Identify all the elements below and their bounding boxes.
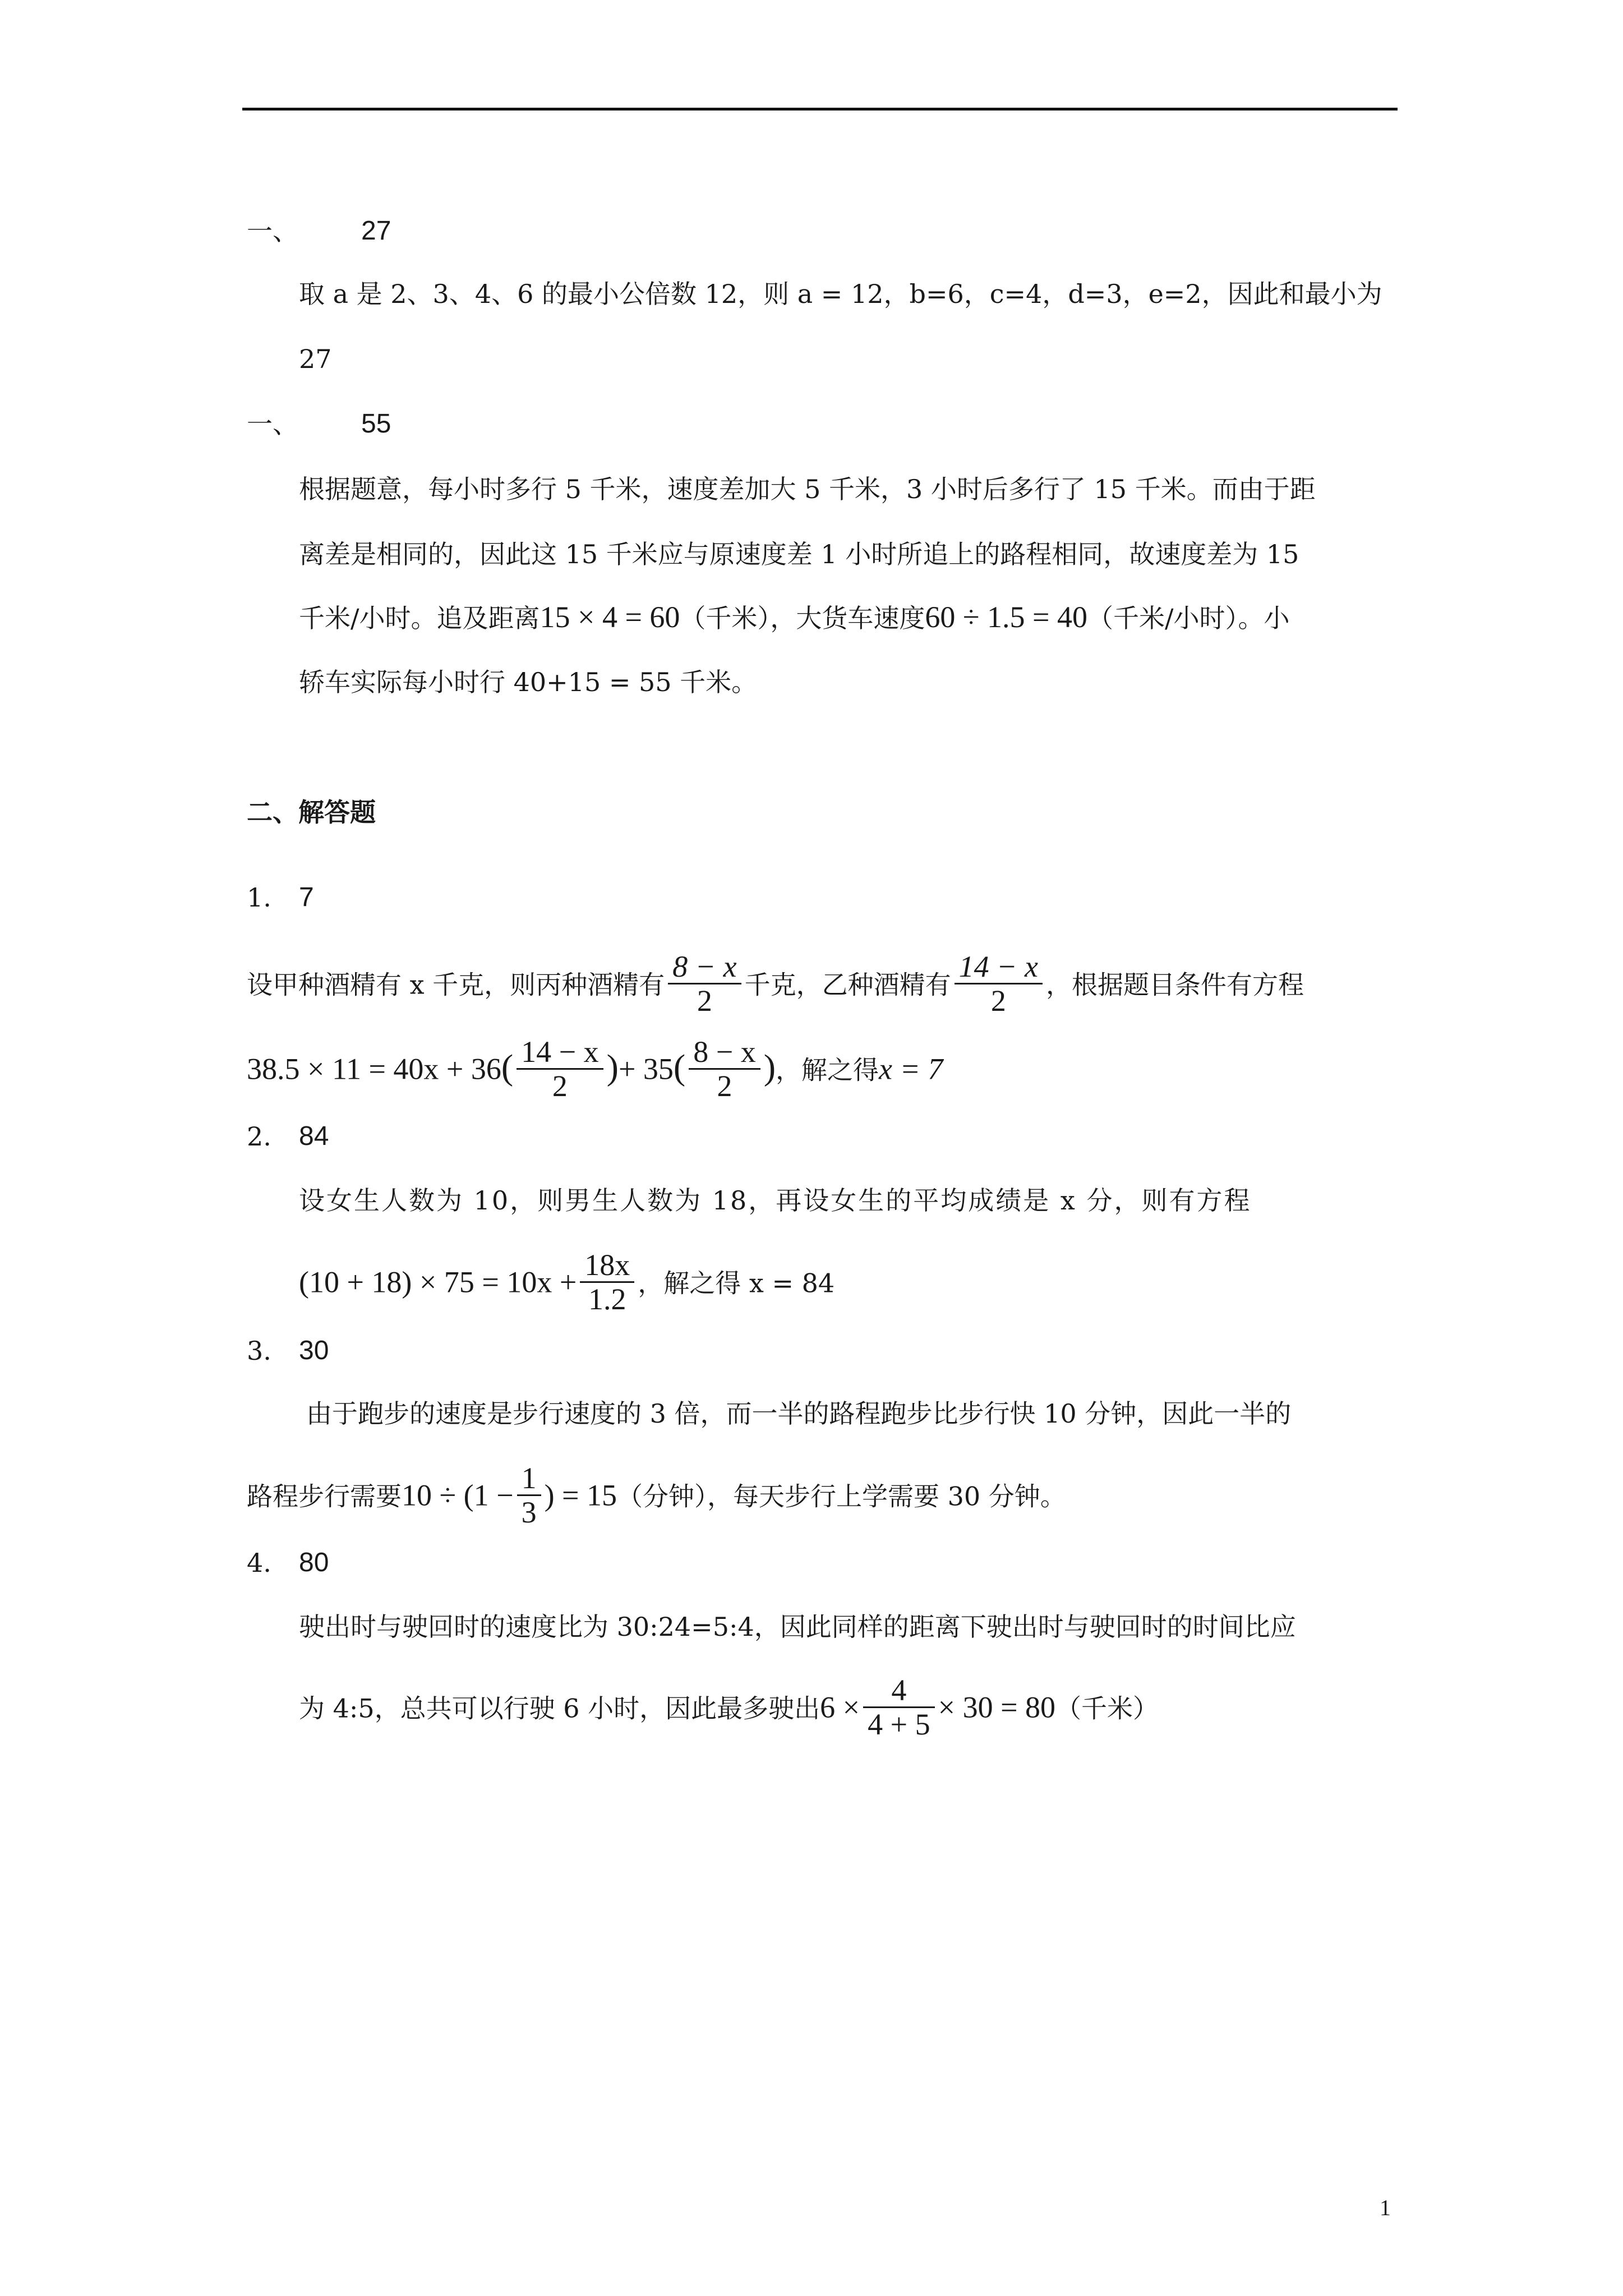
explanation-line-with-math bbox=[299, 600, 1290, 635]
text-run: （千米/小时）。小 bbox=[1087, 603, 1290, 633]
question-number: 4. bbox=[247, 1548, 271, 1578]
text-run: 路程步行需要 bbox=[247, 1481, 402, 1512]
explanation-line: 轿车实际每小时行 40+15 = 55 千米。 bbox=[299, 667, 758, 697]
section-title: 二、解答题 bbox=[247, 797, 376, 827]
text-run: （分钟），每天步行上学需要 30 分钟。 bbox=[617, 1481, 1066, 1512]
question-answer: 7 bbox=[299, 882, 314, 912]
text-run: 千克，乙种酒精有 bbox=[744, 969, 951, 1000]
fraction-numerator: 14 − x bbox=[955, 950, 1043, 984]
text-run: 为 4:5，总共可以行驶 6 小时，因此最多驶出 bbox=[299, 1693, 820, 1724]
fraction bbox=[955, 950, 1043, 1017]
paren-right: ) bbox=[606, 1047, 619, 1087]
text-run: 千米/小时。追及距离 bbox=[299, 603, 540, 633]
equation-line bbox=[299, 1248, 835, 1319]
solution-line bbox=[247, 950, 1304, 1020]
fraction-denominator: 2 bbox=[552, 1069, 568, 1103]
question-number: 3. bbox=[247, 1336, 271, 1366]
text-run: ，解之得 bbox=[776, 1055, 879, 1085]
question-number: 2. bbox=[247, 1121, 271, 1152]
paren-left: ( bbox=[673, 1047, 686, 1087]
math-expression: 60 ÷ 1.5 = 40 bbox=[925, 600, 1088, 634]
text-run: （千米），大货车速度 bbox=[680, 603, 925, 633]
fraction-denominator: 2 bbox=[717, 1069, 732, 1103]
equation-line bbox=[299, 1673, 1159, 1744]
fraction-numerator: 4 bbox=[863, 1674, 934, 1708]
fraction-numerator: 1 bbox=[517, 1462, 541, 1496]
item-marker: 一、 bbox=[247, 216, 298, 246]
question-answer: 30 bbox=[299, 1336, 329, 1365]
equation-line bbox=[247, 1035, 943, 1106]
explanation-line: 离差是相同的，因此这 15 千米应与原速度差 1 小时所追上的路程相同，故速度差为 15 bbox=[299, 539, 1299, 569]
math-expression: 38.5 × 11 = 40x + 36 bbox=[247, 1052, 501, 1086]
fraction bbox=[863, 1674, 934, 1741]
fraction-numerator: 8 − x bbox=[668, 950, 741, 984]
text-run: 设甲种酒精有 x 千克，则丙种酒精有 bbox=[247, 969, 665, 1000]
solution-line: 驶出时与驶回时的速度比为 30:24=5:4，因此同样的距离下驶出时与驶回时的时间比应 bbox=[299, 1612, 1296, 1642]
math-expression: 10 ÷ (1 − bbox=[402, 1478, 514, 1512]
explanation-line: 根据题意，每小时多行 5 千米，速度差加大 5 千米，3 小时后多行了 15 千米。而由于距 bbox=[299, 474, 1316, 504]
math-expression: ) = 15 bbox=[544, 1478, 617, 1512]
fraction-numerator: 18x bbox=[580, 1249, 634, 1283]
fraction bbox=[517, 1462, 541, 1529]
paren-right: ) bbox=[763, 1047, 776, 1087]
math-expression: + 35 bbox=[618, 1052, 674, 1086]
math-expression: × 30 = 80 bbox=[938, 1690, 1056, 1724]
math-expression: x = 7 bbox=[879, 1052, 943, 1086]
text-run: （千米） bbox=[1055, 1693, 1159, 1724]
paren-left: ( bbox=[501, 1047, 514, 1087]
solution-line: 设女生人数为 10，则男生人数为 18，再设女生的平均成绩是 x 分，则有方程 bbox=[299, 1185, 1252, 1216]
fraction bbox=[689, 1036, 760, 1102]
fraction bbox=[580, 1249, 634, 1315]
solution-line: 由于跑步的速度是步行速度的 3 倍，而一半的路程跑步比步行快 10 分钟，因此一半的 bbox=[306, 1398, 1292, 1429]
fraction-denominator: 1.2 bbox=[588, 1282, 626, 1316]
fraction-numerator: 8 − x bbox=[689, 1036, 760, 1070]
text-run: ，根据题目条件有方程 bbox=[1046, 969, 1304, 1000]
fraction-numerator: 14 − x bbox=[517, 1036, 603, 1070]
math-expression: 6 × bbox=[820, 1690, 860, 1724]
item-answer: 55 bbox=[361, 409, 391, 439]
fraction-denominator: 2 bbox=[697, 984, 712, 1018]
item-answer: 27 bbox=[361, 216, 391, 246]
item-marker: 一、 bbox=[247, 409, 298, 439]
text-run: ，解之得 x = 84 bbox=[638, 1268, 835, 1299]
question-answer: 80 bbox=[299, 1548, 329, 1577]
explanation-line: 取 a 是 2、3、4、6 的最小公倍数 12，则 a = 12，b=6，c=4，d=3，e=2，因此和最小为 bbox=[299, 279, 1382, 309]
page-number: 1 bbox=[1380, 2195, 1391, 2220]
question-answer: 84 bbox=[299, 1121, 329, 1151]
fraction bbox=[668, 950, 741, 1017]
explanation-line: 27 bbox=[299, 344, 332, 374]
question-number: 1. bbox=[247, 882, 271, 913]
math-expression: 15 × 4 = 60 bbox=[540, 600, 680, 634]
fraction-denominator: 2 bbox=[990, 984, 1006, 1018]
fraction bbox=[517, 1036, 603, 1102]
fraction-denominator: 3 bbox=[521, 1496, 537, 1529]
fraction-denominator: 4 + 5 bbox=[868, 1708, 930, 1741]
math-expression: (10 + 18) × 75 = 10x + bbox=[299, 1265, 577, 1299]
header-rule bbox=[242, 108, 1398, 111]
equation-line bbox=[247, 1461, 1066, 1532]
